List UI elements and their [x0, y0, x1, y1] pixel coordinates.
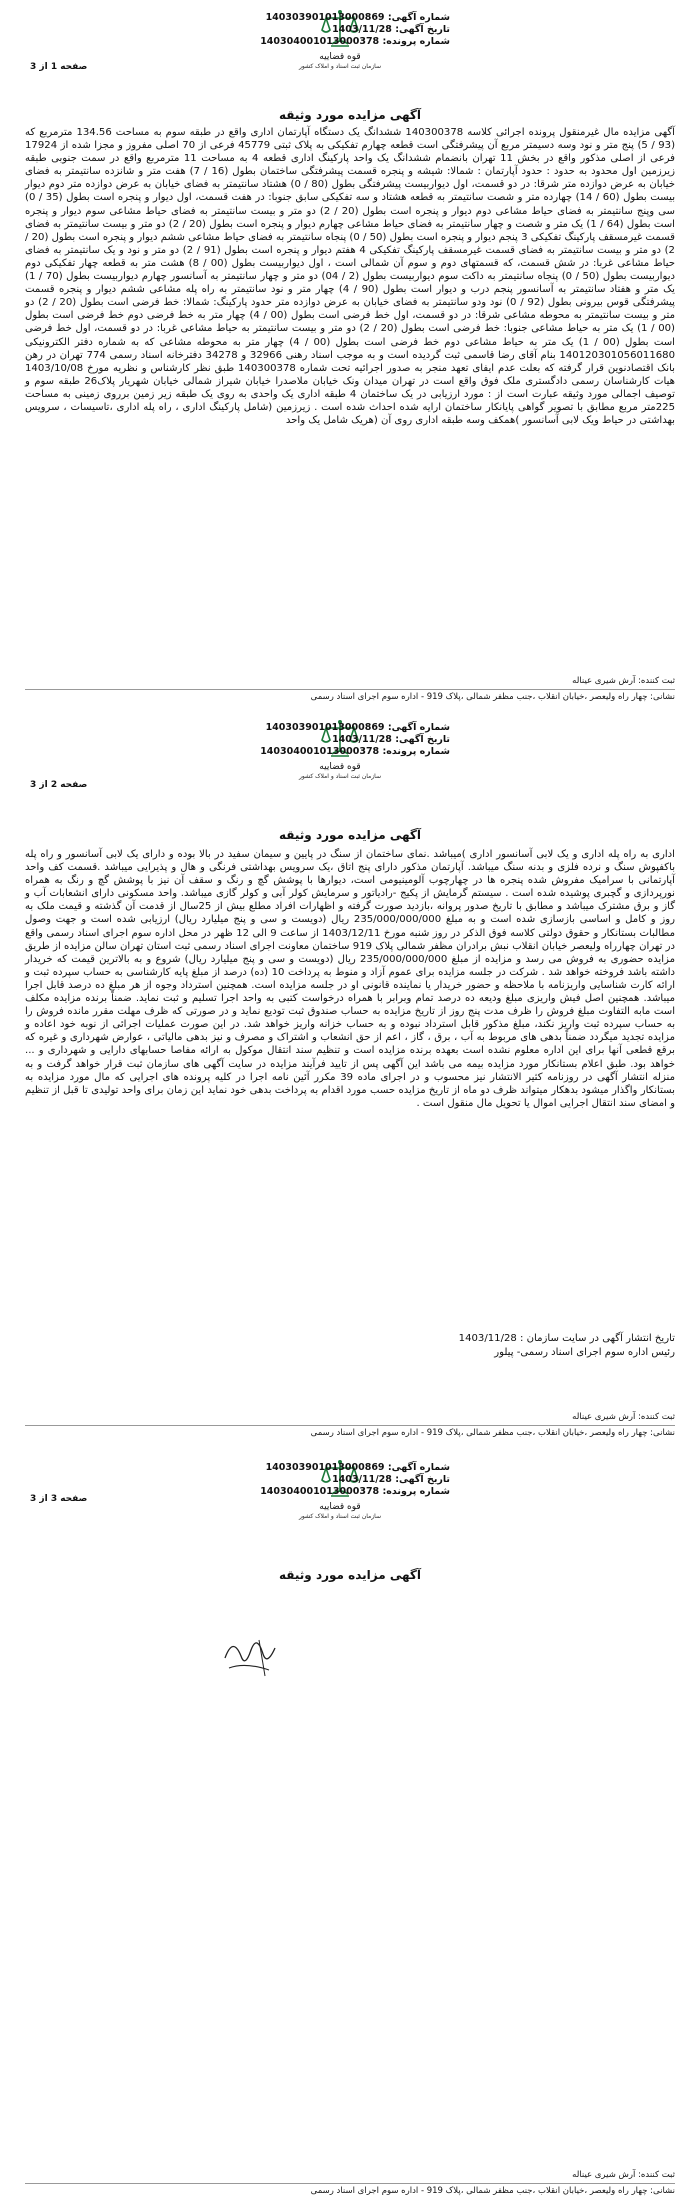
document-page-3 — [0, 1448, 700, 2206]
notice-no-label: شماره آگهی: — [387, 722, 450, 733]
notice-title: آگهی مزایده مورد وثیقه — [278, 828, 421, 842]
page-number: صفحه 3 از 3 — [30, 1494, 88, 1504]
org-name: قوه قضاییه — [319, 1502, 361, 1512]
file-no-label: شماره پرونده: — [382, 1486, 450, 1497]
file-no-label: شماره پرونده: — [382, 36, 450, 47]
notice-title: آگهی مزایده مورد وثیقه — [278, 108, 421, 122]
document-page-1 — [0, 0, 700, 708]
file-no-label: شماره پرونده: — [382, 746, 450, 757]
issuer-line: ثبت کننده: آرش شیری عیناله — [572, 2170, 675, 2180]
document-page-2 — [0, 708, 700, 1448]
notice-no: 140303901013000869 — [265, 722, 385, 733]
notice-no: 140303901013000869 — [265, 12, 385, 23]
notice-date: 1403/11/28 — [332, 1474, 392, 1485]
footer-divider — [25, 2183, 675, 2184]
footer-address: نشانی: چهار راه ولیعصر ،خیابان انقلاب ،جنب مظفر شمالی ،پلاک 919 - اداره سوم اجرای اسناد رسمی — [310, 692, 675, 702]
notice-no-label: شماره آگهی: — [387, 1462, 450, 1473]
notice-meta — [260, 1462, 450, 1498]
org-subname: سازمان ثبت اسناد و املاک کشور — [298, 63, 382, 70]
issuer-line: ثبت کننده: آرش شیری عیناله — [572, 1412, 675, 1422]
notice-date-label: تاریخ آگهی: — [395, 24, 450, 35]
file-no: 140304001013000378 — [260, 36, 380, 47]
org-name: قوه قضاییه — [319, 762, 361, 772]
file-no: 140304001013000378 — [260, 1486, 380, 1497]
chief-signature-line: رئیس اداره سوم اجرای اسناد رسمی- پیلور — [494, 1347, 675, 1358]
notice-body: اداری به راه پله اداری و یک لابی آسانسور اداری )میباشد .نمای ساختمان از سنگ در پایین و سیمان سفید در بالا بوده و دارای یک لابی آسانسور و راه پله باکفپوش سنگ و نرده فلزی و بدنه سنگ میباشد. آپارتمان مذکور دارای پنج اتاق ،یک سرویس بهداشتی فرنگی و هال و پذیرایی میباشد .قسمت کف واحد آپارتمانی با سرامیک مفروش شده پنجره ها در چهارچوب آلومینیومی است، دیوارها با پوشش گچ و رنگ و سقف آن نیز با پوشش گچ و رنگ به همراه نورپردازی و گچبری پوشیده شده است . سیستم گرمایش از پکیج -رادیاتور و سرمایش کولر آبی و کولر گازی میباشد. واحد مسکونی دارای انشعابات آب و گاز و برق مشترک میباشد و مطابق با تاریخ صدور پروانه ،بازدید صورت گرفته و اظهارات افراد مطلع بیش از 25سال از قدمت آن گذشته و قیمت ملک به روز و کامل و اساسی بازسازی شده است و به مبلغ 235/000/000/000 ریال (دویست و سی و پنج میلیارد ریال) ارزیابی شده است و جهت وصول مطالبات بستانکار و حقوق دولتی کلاسه فوق الذکر در روز شنبه مورخ 1403/12/11 از ساعت 9 الی 12 ظهر در محل اداره سوم اجرای اسناد رسمی واقع در تهران چهارراه ولیعصر خیابان انقلاب نبش برادران مظفر شمالی پلاک 919 ساختمان معاونت اجرای اسناد رسمی ثبت استان تهران سالن مزایده از طریق مزایده حضوری به فروش می رسد و مزایده از مبلغ 235/000/000/000 ریال (دویست و سی و پنج میلیارد ریال) شروع و به بالاترین قیمت که خریدار داشته باشد فروخته خواهد شد . شرکت در جلسه مزایده برای عموم آزاد و منوط به پرداخت 10 (ده) درصد از مبلغ پایه کارشناسی به حساب سپرده ثبت و ارائه کارت شناسایی واریزنامه با ملاحظه و حضور خریدار یا نماینده قانونی او در جلسه مزایده است. همچنین استرداد وجوه از هر مبلغ ده درصد قابل اجرا میباشد. همچنین اصل فیش واریزی مبلغ ودیعه ده درصد تمام وبرابر با همراه درخواست کتبی به واحد اجرا تسلیم و ثبت نماید. ضمناً برنده مزایده مکلف است مابه التفاوت مبلغ فروش را ظرف مدت پنج روز از تاریخ مزایده به حساب صندوق ثبت تودیع نماید و در صورتی که ظرف مهلت مقرر مانده فروش را به حساب سپرده ثبت واریز نکند، مبلغ مذکور قابل استرداد نبوده و به حساب خزانه واریز خواهد شد. در این صورت عملیات اجرائی از نوبه خود اعاده و مزایده تجدید میگردد ضمناً بدهی های مربوط به آب ، برق ، گاز ، اعم از حق انشعاب و اشتراک و مصرف و نیز بدهی مالیاتی ، عوارض شهرداری و غیره که برقع قطعی آنها برای این اداره معلوم نشده است بعهده برنده مزایده است و تنظیم سند انتقال موکول به ارائه مفاصا حسابهای دارایی و شهرداری و ... خواهد بود. طبق اعلام بستانکار مورد مزایده بیمه می باشد این آگهی پس از تایید فرآیند مزایده در سایت آگهی های سازمان ثبت قرار خواهد گرفت و به منزله انتشار آگهی در روزنامه کثیر الانتشار نیز محسوب و در اجرای ماده 39 مکرر آئین نامه اجرا در کلیه پرونده های اجرایی که مال مورد مزایده به بستانکار واگذار میشود بدهکار میتواند ظرف دو ماه از تاریخ مزایده حسب مورد اقدام به پرداخت بدهی خود نماید این زمان برای واحد تولیدی تا قبل از تنظیم و امضای سند انتقال اجرایی اموال یا تحویل مال منقول است . — [25, 849, 676, 1109]
org-subname: سازمان ثبت اسناد و املاک کشور — [298, 773, 382, 780]
notice-title: آگهی مزایده مورد وثیقه — [278, 1568, 421, 1582]
notice-date-label: تاریخ آگهی: — [395, 1474, 450, 1485]
notice-body: آگهی مزایده مال غیرمنقول پرونده اجرائی کلاسه 140300378 ششدانگ یک دستگاه آپارتمان اداری واقع در طبقه سوم به مساحت 134.56 مترمربع که (93 / 5) پنج متر و نود وسه دسیمتر مربع آن پیشرفتگی است قطعه چهارم تفکیکی به پلاک ثبتی 45779 فرعی از 70 اصلی مفروز و مجزا شده از 17924 فرعی از اصلی مذکور واقع در بخش 11 تهران بانضمام ششدانگ یک واحد پارکینگ اداری قطعه 4 به مساحت 11 مترمربع واقع در سمت جنوبی طبقه زیرزمین اول محدود به حدود : حدود آپارتمان : شمالا: شیشه و پنجره قسمت پیشرفتگی ساختمان بطول (16 / 7) هفت متر و شانزده سانتیمتر به فضای خیابان به عرض دوازده متر شرقا: در دو قسمت، اول دیواربیست پیشرفتگی بطول (80 / 0) هشتاد سانتیمتر به فضای خیابان به عرض دوازده متر دوم دیوار بیست بطول (60 / 14) چهارده متر و شصت سانتیمتر به قطعه هشتاد و سه تفکیکی سابق جنوبا: در هفت قسمت، اول دیوار و پنجره است بطول (35 / 0) سی وپنج سانتیمتر به فضای حیاط مشاعی دوم دیوار و پنجره است بطول (20 / 2) دو متر و بیست سانتیمتر به فضای حیاط مشاعی سوم دیوار و پنجره است بطول (64 / 1) یک متر و شصت و چهار سانتیمتر به فضای حیاط مشاعی چهارم دیوار و پنجره است بطول (20 / 2) دو متر و بیست سانتیمتر به فضای قسمت غیرمسقف پارکینگ تفکیکی 3 پنجم دیوار و پنجره است بطول (50 / 0) پنجاه سانتیمتر به فضای حیاط مشاعی ششم دیوار و پنجره است بطول (20 / 2) دو متر و بیست سانتیمتر به فضای قسمت غیرمسقف پارکینگ تفکیکی 4 هفتم دیوار و پنجره است بطول (91 / 2) دو متر و نود و یک سانتیمتر به فضای حیاط مشاعی غربا: در شش قسمت، که قسمتهای دوم و سوم آن شمالی است ، اول دیواربیست بطول (00 / 8) هشت متر به قطعه چهار تفکیکی دوم دیواربیست بطول (50 / 0) پنجاه سانتیمتر به داکت سوم دیواربیست بطول (2 / 04) دو متر و چهار سانتیمتر به آسانسور چهارم دیواربیست بطول (70 / 1) یک متر و هفتاد سانتیمتر به آسانسور پنجم درب و دیوار است بطول (90 / 4) چهار متر و نود سانتیمتر به راه پله مشاعی ششم دیوار و پنجره قسمت پیشرفتگی قوس بیرونی بطول (92 / 0) نود ودو سانتیمتر به فضای خیابان به عرض دوازده متر حدود پارکینگ: شمالا: خط فرضی است بطول (20 / 2) دو متر و بیست سانتیمتر به محوطه مشاعی شرقا: در دو قسمت، اول خط فرضی است بطول (00 / 4) چهار متر به خط فرضی دوم خط فرضی است بطول (00 / 1) یک متر به حیاط مشاعی جنوبا: خط فرضی است بطول (20 / 2) دو متر و بیست سانتیمتر به حیاط مشاعی غربا: در دو قسمت، اول خط فرضی است بطول (00 / 1) یک متر به حیاط مشاعی دوم خط فرضی است بطول (00 / 4) چهار متر به محوطه مشاعی که به شماره دفتر الکترونیکی 140120301056011680 بنام آقای رضا قاسمی ثبت گردیده است و به موجب اسناد رهنی 32966 و 34278 دفترخانه اسناد رسمی 774 تهران در رهن بانک اقتصادنوین قرار گرفته که بعلت عدم ایفای تعهد منجر به صدور اجرائیه تحت شماره 140300378 طبق نظر کارشناس و نظریه مورخ 1403/10/08 هیات کارشناسان رسمی دادگستری ملک فوق واقع است در تهران میدان ونک خیابان ملاصدرا خیابان شیراز شمالی خیابان شهریار پلاک26 طبقه سوم و توصیف اجمالی مورد وثیقه عبارت است از : مورد ارزیابی در یک ساختمان 4 طبقه اداری یک واحدی به روی یک طبقه زیر زمین برروی زمینی به مساحت 225متر مربع مطابق با تصویر گواهی پایانکار ساختمان ارایه شده احداث شده است . زیرزمین (شامل پارکینگ اداری ، راه پله اداری ،تاسیسات ، سرویس بهداشتی در حیاط ویک لابی آسانسور )همکف وسه طبقه اداری روی آن (هریک شامل یک واحد — [24, 127, 676, 427]
footer-address: نشانی: چهار راه ولیعصر ،خیابان انقلاب ،جنب مظفر شمالی ،پلاک 919 - اداره سوم اجرای اسناد رسمی — [310, 2186, 675, 2196]
footer-divider — [25, 1425, 675, 1426]
notice-no-label: شماره آگهی: — [387, 12, 450, 23]
page-number: صفحه 1 از 3 — [30, 62, 88, 72]
notice-date: 1403/11/28 — [332, 734, 392, 745]
page-number: صفحه 2 از 3 — [30, 780, 88, 790]
org-subname: سازمان ثبت اسناد و املاک کشور — [298, 1513, 382, 1520]
handwritten-signature — [215, 1628, 285, 1683]
notice-meta — [260, 12, 450, 48]
notice-meta — [260, 722, 450, 758]
org-name: قوه قضاییه — [319, 52, 361, 62]
notice-date-label: تاریخ آگهی: — [395, 734, 450, 745]
notice-date: 1403/11/28 — [332, 24, 392, 35]
footer-address: نشانی: چهار راه ولیعصر ،خیابان انقلاب ،جنب مظفر شمالی ،پلاک 919 - اداره سوم اجرای اسناد رسمی — [310, 1428, 675, 1438]
publish-date-line: تاریخ انتشار آگهی در سایت سازمان : 1403/11/28 — [458, 1333, 675, 1344]
footer-divider — [25, 689, 675, 690]
issuer-line: ثبت کننده: آرش شیری عیناله — [572, 676, 675, 686]
notice-no: 140303901013000869 — [265, 1462, 385, 1473]
file-no: 140304001013000378 — [260, 746, 380, 757]
